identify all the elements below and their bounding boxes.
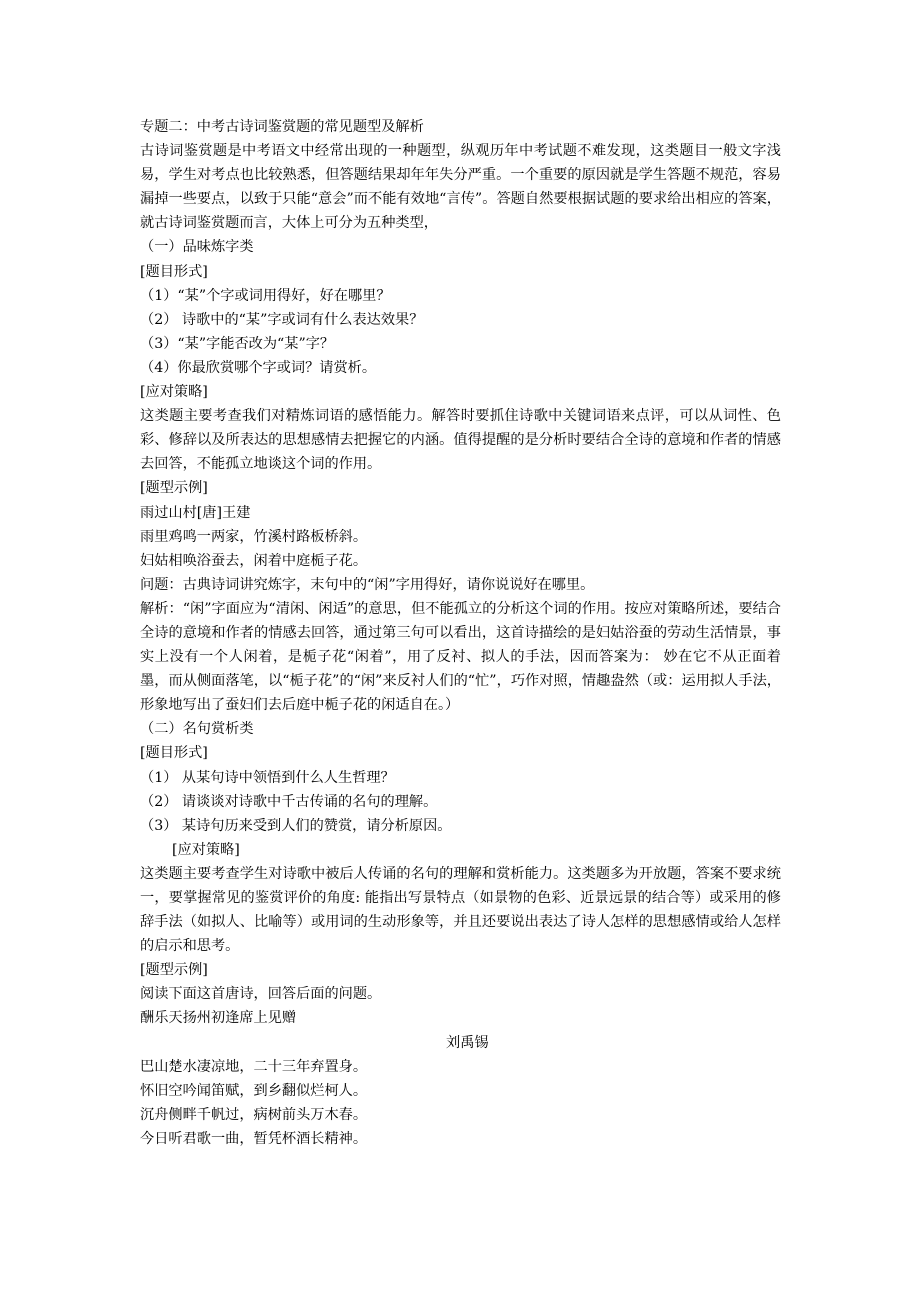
section2-form-item: （1） 从某句诗中领悟到什么人生哲理？ [140,769,395,786]
section2-poem-title: 酬乐天扬州初逢席上见赠 [140,1010,297,1027]
section1-form-label: [题目形式] [140,263,208,280]
section2-poem-line: 今日听君歌一曲，暂凭杯酒长精神。 [140,1130,368,1147]
section2-poem-line: 怀旧空吟闻笛赋，到乡翻似烂柯人。 [140,1082,368,1099]
section1-form-item: （1）“某”个字或词用得好，好在哪里？ [140,287,391,304]
section1-example-label: [题型示例] [140,480,208,497]
section2-form-item: （2） 请谈谈对诗歌中千古传诵的名句的理解。 [140,793,438,810]
section2-form-label: [题目形式] [140,745,208,762]
section2-instruction: 阅读下面这首唐诗，回答后面的问题。 [140,986,382,1003]
section2-strategy-paragraph: 这类题主要考查学生对诗歌中被后人传诵的名句的理解和赏析能力。这类题多为开放题，答案不要求统一，要掌握常见的鉴赏评价的角度: 能指出写景特点（如景物的色彩、近景远景的结合等）或采用的修辞手法（如拟人、比喻等）或用词的生动形象等，并且还要说出表达了诗人怎样的思想感情或给人怎样的启示和思考。 [140,865,781,955]
section1-form-item: （4）你最欣赏哪个字或词？请赏析。 [140,359,377,376]
section1-analysis-paragraph: 解析：“闲”字面应为“清闲、闲适”的意思，但不能孤立的分析这个词的作用。按应对策略所述，要结合全诗的意境和作者的情感去回答，通过第三句可以看出，这首诗描绘的是妇姑浴蚕的劳动生活情景，事实上没有一个人闲着，是栀子花“闲着”，用了反衬、拟人的手法，因而答案为： 妙在它不从正面着墨，而从侧面落笔，以“栀子花”的“闲”来反衬人们的“忙”，巧作对照，情趣盎然（或：运用拟人手法，形象地写出了蚕妇们去后庭中栀子花的闲适自在。） [140,600,781,714]
section2-example-label: [题型示例] [140,962,208,979]
section1-strategy-paragraph: 这类题主要考查我们对精炼词语的感悟能力。解答时要抓住诗歌中关键词语来点评，可以从词性、色彩、修辞以及所表达的思想感情去把握它的内涵。值得提醒的是分析时要结合全诗的意境和作者的情感去回答，不能孤立地谈这个词的作用。 [140,408,781,473]
section1-question: 问题：古典诗词讲究炼字，末句中的“闲”字用得好，请你说说好在哪里。 [140,576,595,593]
section1-poem-title: 雨过山村[唐]王建 [140,504,251,521]
document-title: 专题二：中考古诗词鉴赏题的常见题型及解析 [140,119,424,135]
section2-heading: （二）名句赏析类 [140,721,254,738]
document-page [140,115,781,1151]
section1-form-item: （2） 诗歌中的“某”字或词有什么表达效果？ [140,311,424,328]
section2-form-item: （3） 某诗句历来受到人们的赞赏，请分析原因。 [140,817,452,834]
section1-poem-line: 妇姑相唤浴蚕去，闲着中庭栀子花。 [140,552,368,569]
section1-strategy-label: [应对策略] [140,384,208,401]
section1-heading: （一）品味炼字类 [140,239,254,256]
section1-form-item: （3）“某”字能否改为“某”字？ [140,335,335,352]
section2-poem-author: 刘禹锡 [446,1034,489,1051]
intro-paragraph: 古诗词鉴赏题是中考语文中经常出现的一种题型，纵观历年中考试题不难发现，这类题目一般文字浅易，学生对考点也比较熟悉，但答题结果却年年失分严重。一个重要的原因就是学生答题不规范，容易漏掉一些要点，以致于只能“意会”而不能有效地“言传”。答题自然要根据试题的要求给出相应的答案，就古诗词鉴赏题而言，大体上可分为五种类型， [140,143,781,232]
section2-strategy-label: [应对策略] [172,841,240,858]
section2-poem-line: 巴山楚水凄凉地，二十三年弃置身。 [140,1058,368,1075]
section1-poem-line: 雨里鸡鸣一两家，竹溪村路板桥斜。 [140,528,368,545]
section2-poem-line: 沉舟侧畔千帆过，病树前头万木春。 [140,1106,368,1123]
